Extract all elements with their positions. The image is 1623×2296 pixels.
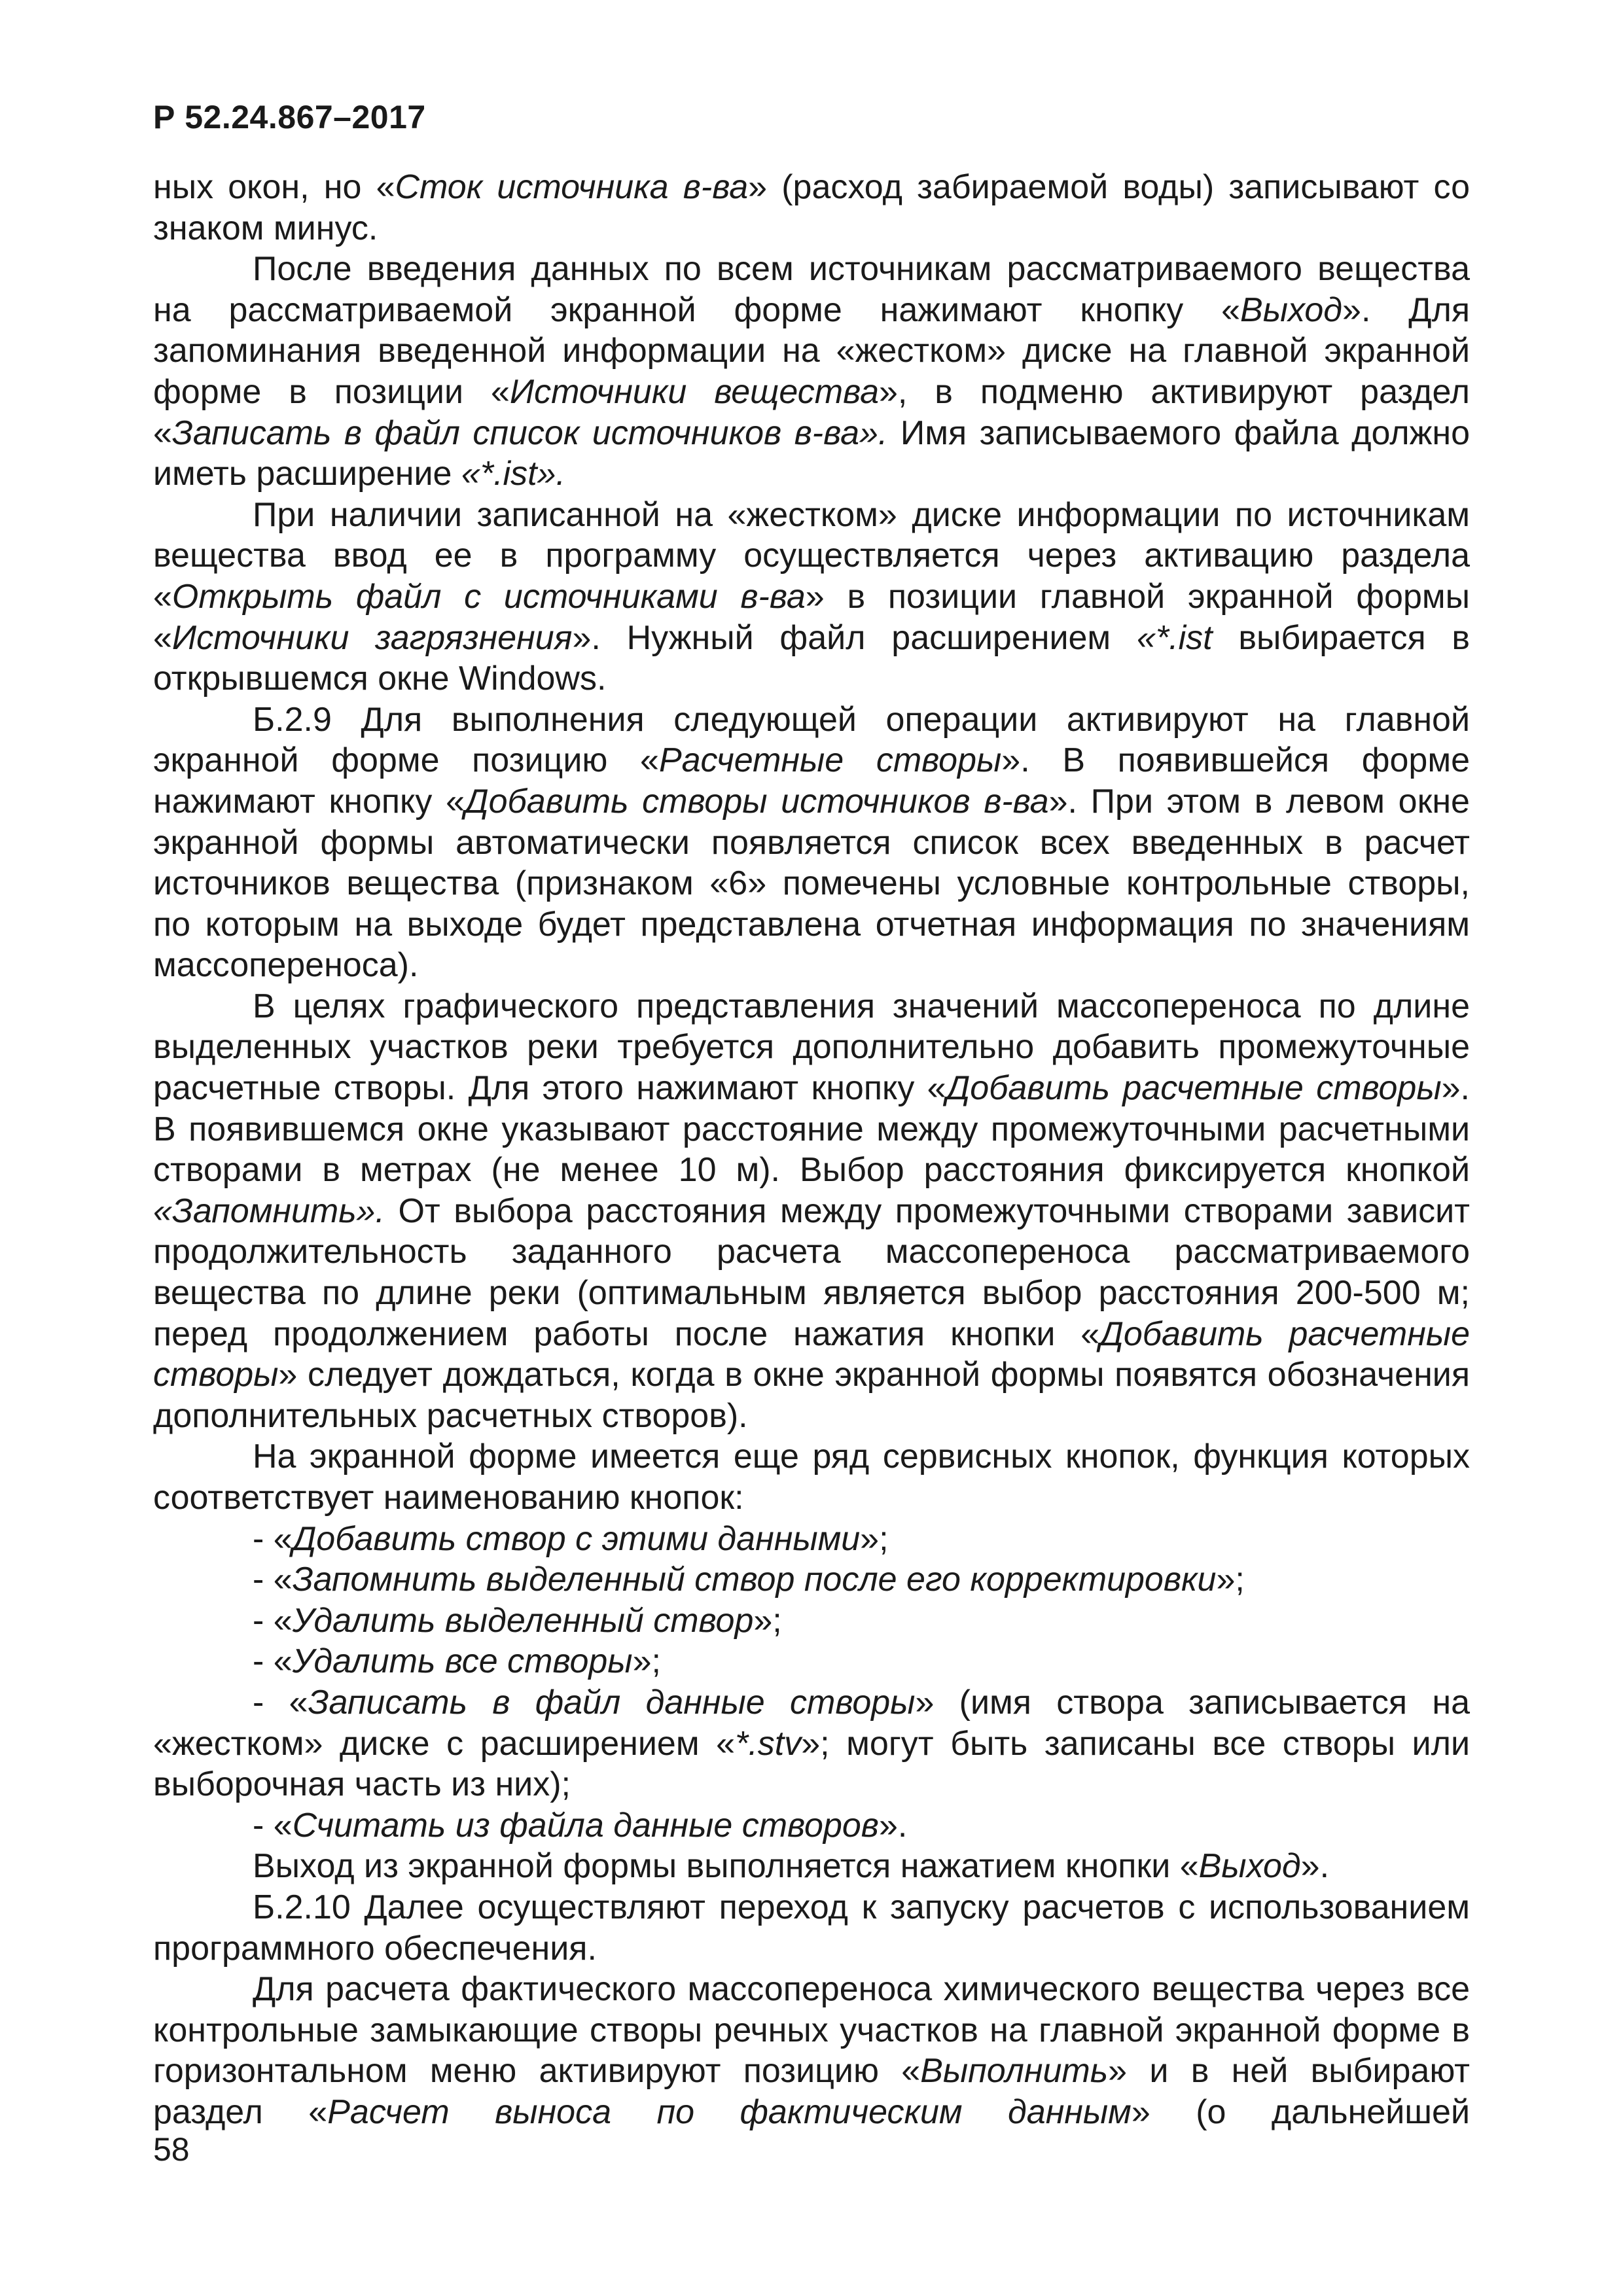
italic-term: Выполнить xyxy=(920,2052,1109,2091)
text-run: » (о дальнейшей xyxy=(1131,2093,1470,2131)
paragraph xyxy=(153,167,1470,249)
italic-term: Сток источника в-ва xyxy=(395,168,749,206)
text-run: выбирается в открывшемся окне Windows. xyxy=(153,618,1471,698)
text-run: - « xyxy=(253,1806,293,1845)
text-run: »; xyxy=(632,1642,661,1681)
paragraph xyxy=(153,249,1470,495)
italic-term: Запомнить выделенный створ после его корректировки xyxy=(292,1561,1217,1599)
italic-term: Выход xyxy=(1198,1847,1301,1886)
paragraph xyxy=(153,699,1470,986)
text-run: » (имя створа записывается на «жестком» диске с расширением « xyxy=(153,1683,1471,1763)
italic-term: «*.ist xyxy=(1136,618,1213,657)
italic-term: Открыть файл с источниками в-ва xyxy=(171,577,806,616)
text-run: При наличии записанной на «жестком» диске информации по источникам вещества ввод ее в программу осуществляется через активацию раздела « xyxy=(153,495,1470,616)
italic-term: Расчетные створы xyxy=(658,741,1002,780)
paragraph xyxy=(153,1641,1470,1682)
italic-term: Добавить створ с этими данными xyxy=(292,1519,861,1558)
text-run: ». xyxy=(878,1806,908,1845)
text-run: ». При этом в левом окне экранной формы автоматически появляется список всех введенных в расчет источников вещества (признаком «6» помечены условные контрольные створы, по которым на выходе будет представлена отчетная информация по значениям массопереноса). xyxy=(153,782,1470,985)
text-run: Выход из экранной формы выполняется нажатием кнопки « xyxy=(253,1847,1199,1886)
text-run: - « xyxy=(253,1519,293,1558)
italic-term: «Запомнить». xyxy=(153,1192,385,1230)
text-run: Б.2.10 Далее осуществляют переход к запуску расчетов с использованием программного обеспечения. xyxy=(153,1888,1470,1968)
text-run: »; xyxy=(753,1601,782,1640)
text-run: ». xyxy=(1300,1847,1330,1886)
paragraph xyxy=(153,1600,1470,1642)
text-run: - « xyxy=(253,1642,293,1681)
document-code: Р 52.24.867–2017 xyxy=(153,99,426,135)
text-run: »; xyxy=(860,1519,889,1558)
text-run: Б.2.9 Для выполнения следующей операции активируют на главной экранной форме позицию « xyxy=(153,700,1470,780)
text-run: » (расход забираемой воды) записывают со знаком минус. xyxy=(153,168,1470,247)
paragraph xyxy=(153,1559,1470,1600)
italic-term: Добавить расчетные створы xyxy=(946,1069,1442,1108)
italic-term: Добавить расчетные створы xyxy=(153,1315,1470,1394)
text-run: ». В появившемся окне указывают расстояние между промежуточными расчетными створами в метрах (не менее 10 м). Выбор расстояния фиксируется кнопкой xyxy=(153,1069,1470,1190)
paragraph xyxy=(153,1846,1470,1887)
paragraph xyxy=(153,1519,1470,1560)
text-run: ». В появившейся форме нажимают кнопку « xyxy=(153,741,1470,821)
italic-term: Источники вещества xyxy=(509,372,879,411)
text-run: - « xyxy=(253,1601,293,1640)
paragraph xyxy=(153,1887,1470,1969)
text-run: На экранной форме имеется еще ряд сервисных кнопок, функция которых соответствует наименованию кнопок: xyxy=(153,1438,1470,1517)
text-run: ». Нужный файл расширением xyxy=(572,618,1137,657)
italic-term: Расчет выноса по фактическим данным xyxy=(327,2093,1132,2131)
text-run: ных окон, но « xyxy=(153,168,395,206)
italic-term: Удалить выделенный створ xyxy=(292,1601,754,1640)
body-text xyxy=(153,167,1470,2133)
italic-term: Записать в файл список источников в-ва». xyxy=(171,414,888,452)
text-run: ». Для запоминания введенной информации на «жестком» диске на главной экранной форме в позиции « xyxy=(153,291,1470,411)
paragraph xyxy=(153,1805,1470,1846)
italic-term: *.stv xyxy=(735,1724,802,1763)
text-run: Для расчета фактического массопереноса химического вещества через все контрольные замыкающие створы речных участков на главной экранной форме в горизонтальном меню активируют позицию « xyxy=(153,1970,1470,2091)
text-run: » и в ней выбирают раздел « xyxy=(153,2052,1470,2131)
italic-term: Записать в файл данные створы xyxy=(308,1683,916,1722)
text-run: » в позиции главной экранной формы « xyxy=(153,577,1470,657)
text-run: - « xyxy=(253,1683,308,1722)
text-run: После введения данных по всем источникам рассматриваемого вещества на рассматриваемой экранной форме нажимают кнопку « xyxy=(153,250,1470,329)
paragraph xyxy=(153,495,1470,699)
text-run: От выбора расстояния между промежуточными створами зависит продолжительность заданного расчета массопереноса рассматриваемого вещества по длине реки (оптимальным является выбор расстояния 200-500 м; перед продолжением работы после нажатия кнопки « xyxy=(153,1192,1470,1353)
text-run: В целях графического представления значений массопереноса по длине выделенных участков реки требуется дополнительно добавить промежуточные расчетные створы. Для этого нажимают кнопку « xyxy=(153,987,1470,1108)
paragraph xyxy=(153,1969,1470,2132)
paragraph xyxy=(153,1682,1470,1805)
paragraph xyxy=(153,1436,1470,1518)
italic-term: Добавить створы источников в-ва xyxy=(465,782,1049,821)
italic-term: Удалить все створы xyxy=(292,1642,633,1681)
text-run: »; могут быть записаны все створы или выборочная часть из них); xyxy=(153,1724,1470,1804)
paragraph xyxy=(153,986,1470,1437)
italic-term: Выход xyxy=(1240,291,1343,329)
page-number: 58 xyxy=(153,2131,190,2168)
text-run: » следует дождаться, когда в окне экранной формы появятся обозначения дополнительных расчетных створов). xyxy=(153,1356,1470,1435)
italic-term: Считать из файла данные створов xyxy=(292,1806,879,1845)
text-run: »; xyxy=(1216,1561,1245,1599)
text-run: », в подменю активируют раздел « xyxy=(153,372,1470,452)
italic-term: Источники загрязнения xyxy=(171,618,573,657)
italic-term: «*.ist». xyxy=(461,455,565,493)
text-run: Имя записываемого файла должно иметь расширение xyxy=(153,414,1470,493)
text-run: - « xyxy=(253,1561,293,1599)
